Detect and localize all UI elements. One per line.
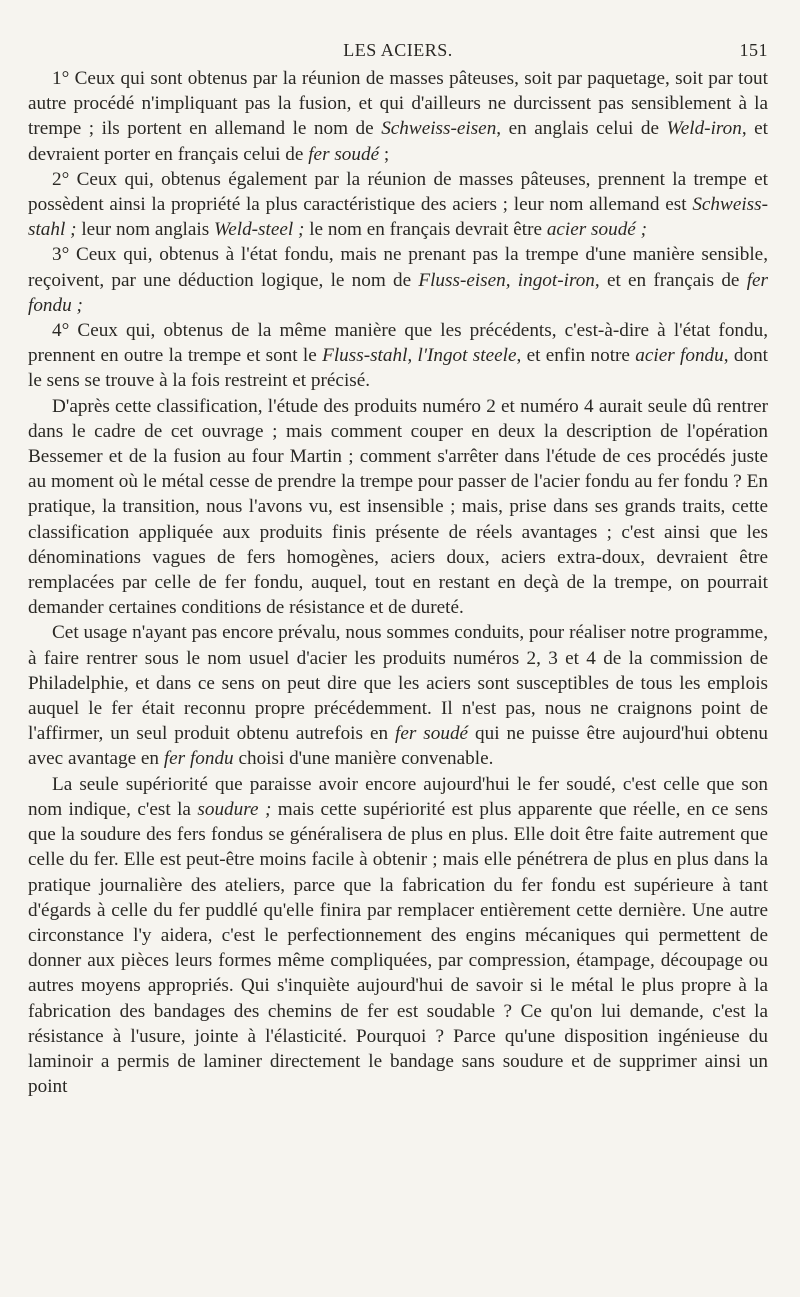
text-run: 3° Ceux qui, obtenus à l'état fondu, mais ne prenant pas la trempe d'une manière sensible, reçoivent, par une déduction logique, le nom de [28, 244, 768, 291]
body-text [28, 66, 768, 1099]
paragraph [28, 620, 768, 771]
text-run: mais cette supériorité est plus apparente que réelle, en ce sens que la soudure des fers fondus se généralisera de plus en plus. Elle doit être faite autrement que celle du fer. Elle est peut-être moins facile à obtenir ; mais elle pénétrera de plus en plus dans la pratique journalière des ateliers, parce que la fabrication du fer fondu est supérieure à tant d'égards à celle du fer puddlé qu'elle finira par remplacer entièrement cette dernière. Une autre circonstance l'y aidera, c'est le perfectionnement des engins mécaniques qui permettent de donner aux pièces leurs formes même compliquées, par compression, étampage, découpage ou autres moyens appropriés. Qui s'inquiète aujourd'hui de savoir si le métal le plus propre à la fabrication des bandages des chemins de fer est soudable ? Ce qu'on lui demande, c'est la résistance à l'usure, jointe à l'élasticité. Pourquoi ? Parce qu'une disposition ingénieuse du laminoir a permis de laminer directement le bandage sans soudure et de supprimer ainsi un point [28, 798, 768, 1098]
italic-term: Weld-steel ; [214, 219, 305, 241]
italic-term: acier soudé ; [546, 219, 647, 241]
italic-term: Schweiss-stahl ; [28, 194, 768, 241]
text-run: La seule supériorité que paraisse avoir encore aujourd'hui le fer soudé, c'est celle que son nom indique, c'est la [28, 773, 768, 820]
text-run: ; [379, 143, 390, 165]
italic-term: acier fondu [635, 345, 724, 367]
text-run: qui ne puisse être aujourd'hui obtenu avec avantage en [28, 723, 768, 770]
text-run: , et enfin notre [516, 345, 636, 367]
paragraph [28, 772, 768, 1100]
italic-term: Schweiss-eisen [381, 118, 497, 140]
running-header [28, 40, 768, 66]
paragraph [28, 394, 768, 621]
italic-term: fer fondu [163, 748, 234, 770]
paragraph [28, 66, 768, 167]
text-run: 2° Ceux qui, obtenus également par la réunion de masses pâteuses, prennent la trempe et possèdent ainsi la propriété la plus caractéristique des aciers ; leur nom allemand est [28, 168, 768, 216]
page-number: 151 [739, 40, 768, 60]
text-run: le nom en français devrait être [304, 219, 547, 241]
text-run: D'après cette classification, l'étude des produits numéro 2 et numéro 4 aurait seule dû rentrer dans le cadre de cet ouvrage ; mais comment couper en deux la description de l'opération Bessemer et de la fusion au four Martin ; comment s'arrêter dans l'étude de ces procédés juste au moment où le métal cesse de prendre la trempe pour passer de l'acier fondu au fer fondu ? En pratique, la transition, nous l'avons vu, est insensible ; mais, prise dans ses grands traits, cette classification appliquée aux produits finis présente de réels avantages ; c'est ainsi que les dénominations vagues de fers homogènes, aciers doux, aciers extra-doux, devraient être remplacées par celle de fer fondu, auquel, tout en restant en deçà de la trempe, on pourrait demander certaines conditions de résistance et de dureté. [28, 395, 768, 619]
text-run: choisi d'une manière convenable. [233, 748, 494, 770]
text-run: leur nom anglais [76, 219, 214, 241]
italic-term: Fluss-stahl, l'Ingot steele [322, 345, 517, 367]
text-run: 4° Ceux qui, obtenus de la même manière que les précédents, c'est-à-dire à l'état fondu, prennent en outre la trempe et sont le [28, 320, 768, 367]
italic-term: Weld-iron [666, 118, 742, 140]
text-run: , et devraient porter en français celui de [28, 118, 768, 165]
italic-term: fer fondu ; [28, 269, 769, 316]
paragraph [28, 167, 768, 243]
text-run: Cet usage n'ayant pas encore prévalu, nous sommes conduits, pour réaliser notre programme, à faire rentrer sous le nom usuel d'acier les produits numéros 2, 3 et 4 de la commission de Philadelphie, et dans ce sens on peut dire que les aciers sont susceptibles de tous les emplois auquel le fer était reconnu propre précédemment. Il n'est pas, nous ne craignons point de l'affirmer, un seul produit obtenu autrefois en [28, 622, 768, 745]
text-run: , et en français de [594, 269, 747, 291]
text-run: , dont le sens se trouve à la fois restreint et précisé. [28, 345, 768, 392]
paragraph [28, 242, 768, 318]
italic-term: fer soudé [395, 723, 469, 745]
running-title: LES ACIERS. [343, 40, 453, 60]
italic-term: soudure ; [197, 798, 272, 820]
paragraph [28, 318, 768, 394]
italic-term: fer soudé [308, 143, 380, 165]
text-run: , en anglais celui de [496, 118, 667, 140]
text-run: 1° Ceux qui sont obtenus par la réunion de masses pâteuses, soit par paquetage, soit par tout autre procédé n'impliquant pas la fusion, et qui d'ailleurs ne durcissent pas sensiblement à la trempe ; ils portent en allemand le nom de [28, 68, 768, 140]
italic-term: Fluss-eisen, ingot-iron [418, 269, 595, 291]
